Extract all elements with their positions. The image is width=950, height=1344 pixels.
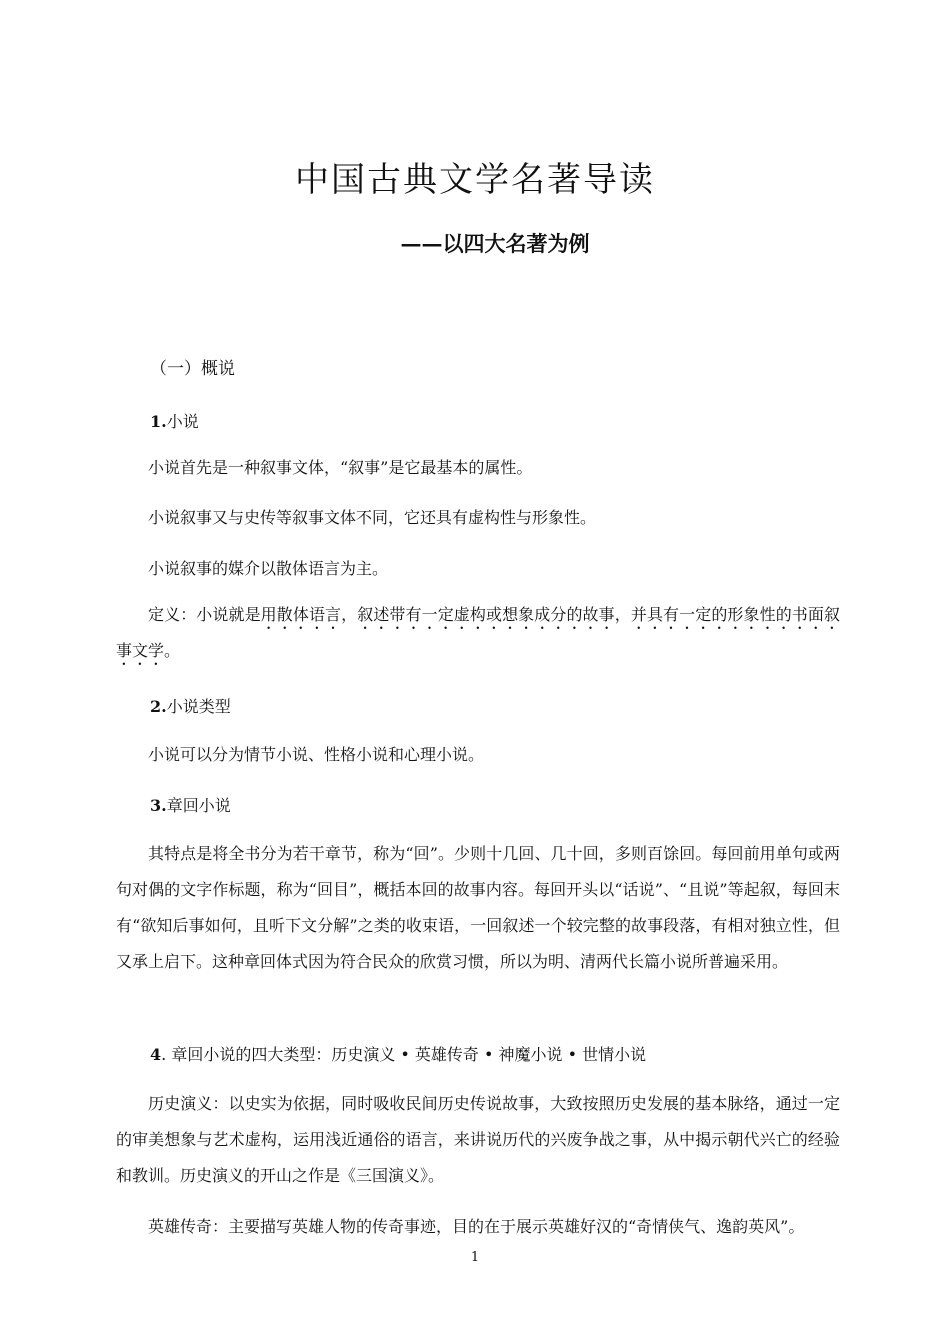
page-number: 1 <box>470 1250 480 1265</box>
paragraph-novel-fiction: 小说叙事又与史传等叙事文体不同，它还具有虚构性与形象性。 <box>148 508 597 527</box>
definition-suffix: 。 <box>164 641 181 660</box>
section-heading-overview: （一）概说 <box>150 359 235 379</box>
subheading-novel-types <box>150 694 231 717</box>
document-subtitle: ——以四大名著为例 <box>400 231 590 256</box>
paragraph-novel-classification: 小说可以分为情节小说、性格小说和心理小说。 <box>148 745 485 764</box>
definition-prefix: 定义：小说就是 <box>148 605 261 624</box>
subheading-label: . 章回小说的四大类型：历史演义 • 英雄传奇 • 神魔小说 • 世情小说 <box>161 1045 647 1064</box>
paragraph-novel-definition <box>116 597 840 669</box>
subheading-novel <box>150 409 199 432</box>
subheading-number: 2. <box>150 697 167 716</box>
paragraph-novel-medium: 小说叙事的媒介以散体语言为主。 <box>148 559 389 578</box>
subheading-chapter-novel <box>150 793 231 816</box>
paragraph-heroic-legend: 英雄传奇：主要描写英雄人物的传奇事迹，目的在于展示英雄好汉的“奇情侠气、逸韵英风”。 <box>148 1217 805 1236</box>
document-title: 中国古典文学名著导读 <box>295 160 655 200</box>
subheading-label: 章回小说 <box>166 796 231 815</box>
subheading-number: 3. <box>150 796 167 815</box>
definition-emphasis: 用散体语言，叙述带有一定虚构或想象成分的故事，并具有一定的形象性的书面叙事文学 <box>116 605 840 660</box>
paragraph-novel-narrative: 小说首先是一种叙事文体，“叙事”是它最基本的属性。 <box>148 458 533 477</box>
paragraph-historical-romance: 历史演义：以史实为依据，同时吸收民间历史传说故事，大致按照历史发展的基本脉络，通过一定的审美想象与艺术虚构，运用浅近通俗的语言，来讲说历代的兴废争战之事，从中揭示朝代兴亡的经验和教训。历史演义的开山之作是《三国演义》。 <box>116 1094 840 1185</box>
subheading-label: 小说类型 <box>166 697 231 716</box>
subheading-label: 小说 <box>166 412 199 431</box>
subheading-number: 4 <box>150 1045 162 1064</box>
paragraph-chapter-novel-features: 其特点是将全书分为若干章节，称为“回”。少则十几回、几十回，多则百馀回。每回前用单句或两句对偶的文字作标题，称为“回目”，概括本回的故事内容。每回开头以“话说”、“且说”等起叙，每回末有“欲知后事如何，且听下文分解”之类的收束语，一回叙述一个较完整的故事段落，有相对独立性，但又承上启下。这种章回体式因为符合民众的欣赏习惯，所以为明、清两代长篇小说所普遍采用。 <box>116 844 840 971</box>
subheading-four-types <box>150 1042 646 1065</box>
subheading-number: 1. <box>150 412 167 431</box>
